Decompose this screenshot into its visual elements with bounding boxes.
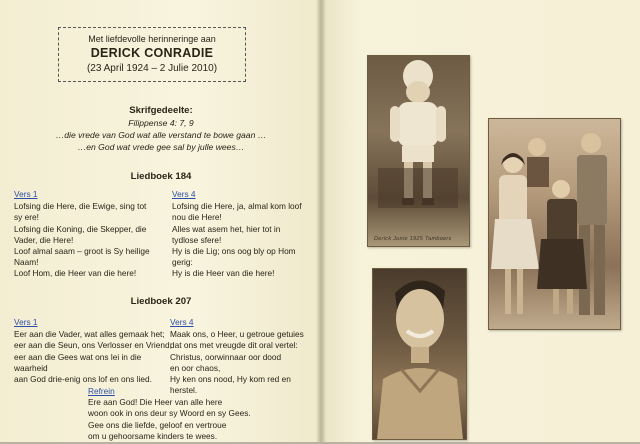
verse-heading: Refrein xyxy=(88,386,115,396)
hymn-207-refrain xyxy=(88,386,268,442)
verse-line: tydlose sfere! xyxy=(172,234,222,245)
baby-photo-figure xyxy=(368,56,469,246)
scripture-title: Skrifgedeelte: xyxy=(129,105,193,116)
verse-line: Lofsing die Here, ja, almal kom loof xyxy=(172,201,302,212)
hymn-184-verse-4 xyxy=(172,189,317,280)
verse-line: Gee ons die liefde, geloof en vertroue xyxy=(88,419,227,430)
baby-photo xyxy=(367,55,470,247)
scripture-line-1: …die vrede van God wat alle verstand te bowe gaan … xyxy=(55,130,267,140)
verse-line: Loof almal saam – groot is Sy heilige xyxy=(14,246,150,257)
portrait-figure xyxy=(373,269,466,439)
verse-heading: Vers 1 xyxy=(14,189,38,199)
life-dates: (23 April 1924 – 2 Julie 2010) xyxy=(86,63,218,74)
scripture-ref: Filippense 4: 7, 9 xyxy=(128,118,194,128)
deceased-name: DERICK CONRADIE xyxy=(90,46,214,60)
verse-line: eer aan die Seun, ons Verlosser en Vriend; xyxy=(14,340,172,351)
verse-line: eer aan die Gees wat ons lei in die waarheid xyxy=(14,351,142,373)
verse-line: sy ere! xyxy=(14,212,39,223)
verse-heading: Vers 1 xyxy=(14,317,38,327)
verse-line: gerig: xyxy=(172,257,193,268)
verse-line: Ere aan God! Die Heer van alle here xyxy=(88,397,223,408)
verse-line: Hy ken ons nood, Hy kom red en herstel. xyxy=(170,374,291,396)
baby-photo-caption: Derick Junie 1925 Tamboers xyxy=(374,236,452,242)
young-man-portrait xyxy=(372,268,467,440)
hymn-184-verse-1 xyxy=(14,189,164,280)
verse-line: Vader, die Here! xyxy=(14,234,74,245)
verse-heading: Vers 4 xyxy=(170,317,194,327)
verse-line: om u gehoorsame kinders te wees. xyxy=(88,430,218,441)
hymn-207-title: Liedboek 207 xyxy=(130,296,192,307)
verse-line: Naam! xyxy=(14,257,39,268)
verse-line: aan God drie-enig ons lof en ons lied. xyxy=(14,374,152,385)
verse-heading: Vers 4 xyxy=(172,189,196,199)
family-photo xyxy=(488,118,621,330)
verse-line: nou die Here! xyxy=(172,212,222,223)
verse-line: Alles wat asem het, hier tot in xyxy=(172,223,281,234)
verse-line: woon ook in ons deur sy Woord en sy Gees. xyxy=(88,408,251,419)
hymn-207-verse-1 xyxy=(14,317,174,385)
verse-line: en oor chaos, xyxy=(170,362,221,373)
memorial-header xyxy=(58,27,246,82)
verse-line: Eer aan die Vader, wat alles gemaak het; xyxy=(14,329,165,340)
verse-line: dat ons met vreugde dit oral vertel: xyxy=(170,340,298,351)
scripture-line-2: …en God wat vrede gee sal by julle wees… xyxy=(77,142,245,152)
verse-line: Christus, oorwinnaar oor dood xyxy=(170,351,282,362)
verse-line: Maak ons, o Heer, u getroue getuies xyxy=(170,329,304,340)
family-photo-figures xyxy=(489,119,620,329)
verse-line: Hy is die Lig; ons oog bly op Hom xyxy=(172,246,296,257)
verse-line: Lofsing die Koning, die Skepper, die xyxy=(14,223,147,234)
verse-line: Hy is die Heer van die here! xyxy=(172,268,275,279)
hymn-184-title: Liedboek 184 xyxy=(130,171,192,182)
verse-line: Lofsing die Here, die Ewige, sing tot xyxy=(14,201,147,212)
verse-line: Loof Hom, die Heer van die here! xyxy=(14,268,137,279)
hymn-207-verse-4 xyxy=(170,317,320,396)
header-intro: Met liefdevolle herinneringe aan xyxy=(88,34,216,44)
